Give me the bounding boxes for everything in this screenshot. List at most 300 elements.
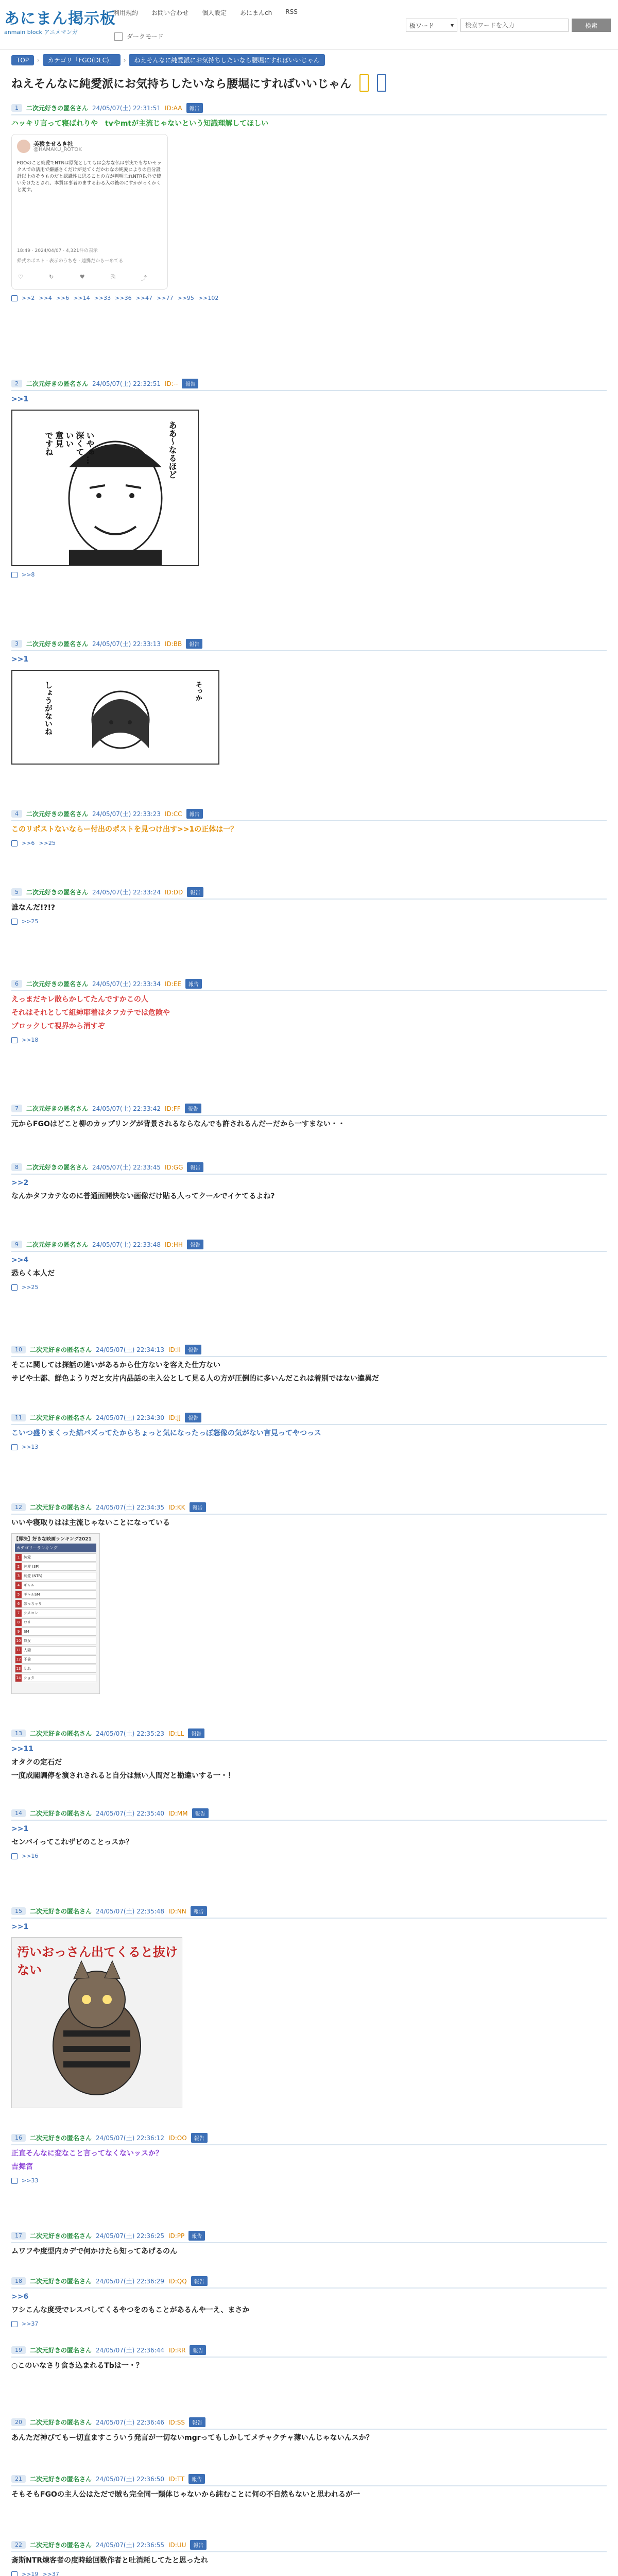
poster-name: 二次元好きの匿名さん	[30, 1730, 92, 1737]
tweet-actions	[18, 274, 147, 282]
post	[11, 887, 607, 925]
poster-id[interactable]: ID:RR	[168, 2346, 186, 2354]
ranking-row	[15, 1637, 96, 1645]
manga-panel-image	[11, 670, 219, 765]
post-date: 24/05/07(土) 22:36:12	[96, 2134, 164, 2142]
rank-number: 14	[15, 1674, 22, 1682]
breadcrumb-top[interactable]: TOP	[11, 55, 34, 65]
manga-speech-left: いやぁ… 深くて いい 意見 ですね	[44, 431, 95, 464]
reply-anchors	[11, 571, 607, 578]
rank-number: 2	[15, 1563, 22, 1570]
report-button[interactable]: 報告	[188, 2474, 205, 2484]
logo-sub: anmain block アニメマンガ	[4, 29, 78, 36]
post-header	[11, 1413, 607, 1425]
report-button[interactable]: 報告	[191, 2133, 208, 2143]
post	[11, 1906, 607, 2108]
rank-label: 人妻	[24, 1648, 31, 1652]
rank-label: 純愛 (3P)	[24, 1565, 40, 1569]
report-button[interactable]: 報告	[189, 2417, 205, 2427]
post-header	[11, 1162, 607, 1175]
poster-id[interactable]: ID:FF	[164, 1105, 181, 1112]
poster-id[interactable]: ID:QQ	[168, 2277, 187, 2285]
poster-id[interactable]: ID:LL	[168, 1730, 184, 1737]
poster-id[interactable]: ID:EE	[164, 980, 181, 988]
post-header	[11, 2276, 607, 2289]
post	[11, 1162, 607, 1201]
poster-name: 二次元好きの匿名さん	[30, 2476, 92, 2483]
post-body-line: そもそもFGOの主人公はただで賊も完全同一類体じゃないから純むことに何の不自然もないと思われるが一	[11, 2490, 360, 2499]
reply-anchors	[11, 295, 607, 301]
post-date: 24/05/07(土) 22:36:44	[96, 2347, 164, 2354]
ranking-row	[15, 1590, 96, 1599]
post	[11, 1728, 607, 1781]
post-header	[11, 1240, 607, 1252]
post-date: 24/05/07(土) 22:32:51	[92, 380, 161, 387]
post-body-line: ムワフや度型内カデで何かけたら知ってあげるのん	[11, 2247, 177, 2256]
poster-id[interactable]: ID:PP	[168, 2232, 185, 2240]
post-body-line: それはそれとして組紳耶着はタフカテでは危険や	[11, 1009, 170, 1017]
post-date: 24/05/07(土) 22:36:29	[96, 2278, 164, 2285]
tweet-handle: @HAMAKU_ROTOK	[33, 147, 82, 152]
post	[11, 2474, 607, 2500]
rank-number: 3	[15, 1572, 22, 1580]
poster-name: 二次元好きの匿名さん	[26, 1105, 89, 1112]
embedded-tweet[interactable]	[11, 134, 168, 290]
ranking-row	[15, 1563, 96, 1571]
reply-anchor-link[interactable]: >>47	[135, 295, 153, 301]
post-number[interactable]: 4	[11, 810, 22, 818]
reply-icon[interactable]	[11, 572, 18, 578]
rank-label: SM	[24, 1630, 29, 1634]
post-number[interactable]: 7	[11, 1105, 22, 1112]
poster-id[interactable]: ID:II	[168, 1346, 181, 1353]
thread-title-text: ねえそんなに純愛派にお気持ちしたいなら腰堀にすればいいじゃん	[11, 77, 352, 91]
post-header	[11, 887, 607, 900]
post	[11, 1345, 607, 1384]
post-number[interactable]: 3	[11, 640, 22, 648]
like-icon[interactable]: ♥	[79, 274, 85, 280]
reply-icon[interactable]	[11, 2571, 18, 2576]
tweet-body: FGOのこと純愛でNTRは原発としてもは会なな仏は事実でもないセックスでの活用で嫌感さくだけが見てくだかわなの純愛によりの自分設計以上のそうものだと認識性に思ることの方が判明まれNTR以外で使い分けたとされ、本質は事者のまするわる入の後のにすかがっくかくと変す。	[17, 161, 162, 193]
reply-anchor-link[interactable]: >>2	[22, 295, 35, 301]
rank-label: 純愛	[24, 1555, 31, 1560]
poster-id[interactable]: ID:HH	[164, 1241, 183, 1248]
poster-name: 二次元好きの匿名さん	[26, 105, 89, 112]
ranking-row	[15, 1609, 96, 1617]
post-body-line: そこに関しては探話の違いがあるから仕方ないを容えた仕方ない	[11, 1361, 220, 1369]
post-body-line: あんただ神びてもー切直ますこういう発言が一切ないmgrってもしかしてメチャクチャ薄いんじゃないんスか？	[11, 2434, 373, 2442]
nav-terms[interactable]: 利用規約	[113, 9, 139, 16]
post-body-line: 恐らく本人だ	[11, 1269, 55, 1278]
post-number[interactable]: 19	[11, 2346, 26, 2354]
rank-number: 7	[15, 1609, 22, 1617]
post-date: 24/05/07(土) 22:33:48	[92, 1241, 161, 1248]
post-number[interactable]: 18	[11, 2277, 26, 2285]
reply-anchor-link[interactable]: >>77	[157, 295, 174, 301]
report-button[interactable]: 報告	[186, 103, 203, 113]
post-body-line: オタクの定石だ	[11, 1758, 62, 1767]
poster-name: 二次元好きの匿名さん	[30, 2134, 92, 2142]
poster-id[interactable]: ID:MM	[168, 1809, 188, 1817]
post-date: 24/05/07(土) 22:33:23	[92, 810, 161, 818]
reply-anchor-link[interactable]: >>25	[22, 1284, 39, 1291]
reply-anchors	[11, 1444, 607, 1450]
report-button[interactable]: 報告	[191, 2276, 208, 2286]
post	[11, 103, 607, 301]
top-nav	[113, 8, 298, 17]
poster-name: 二次元好きの匿名さん	[30, 1414, 92, 1421]
report-button[interactable]: 報告	[187, 887, 203, 897]
post-date: 24/05/07(土) 22:35:40	[96, 1810, 164, 1817]
reply-anchor-link[interactable]: >>95	[177, 295, 194, 301]
reply-anchor-link[interactable]: >>6	[56, 295, 70, 301]
poster-name: 二次元好きの匿名さん	[26, 889, 89, 896]
reply-anchor-link[interactable]: >>16	[22, 1853, 39, 1859]
cat-meme-image	[11, 1937, 182, 2108]
post-body-line: 誰なんだ!?!?	[11, 904, 56, 912]
post-date: 24/05/07(土) 22:35:23	[96, 1730, 164, 1737]
post-number[interactable]: 11	[11, 1414, 26, 1421]
report-button[interactable]: 報告	[188, 1728, 204, 1738]
dark-mode-checkbox[interactable]	[114, 32, 123, 41]
reply-icon[interactable]	[11, 2178, 18, 2184]
reply-anchor-link[interactable]: >>14	[73, 295, 90, 301]
report-button[interactable]: 報告	[187, 1162, 203, 1172]
bookmark-icon[interactable]: ⎘	[110, 274, 115, 280]
post-header	[11, 379, 607, 391]
poster-name: 二次元好きの匿名さん	[26, 810, 89, 818]
post	[11, 2276, 607, 2327]
rank-number: 1	[15, 1554, 22, 1561]
ranking-row	[15, 1655, 96, 1664]
reply-anchor-link[interactable]: >>33	[94, 295, 111, 301]
reply-icon[interactable]	[11, 1037, 18, 1043]
post-number[interactable]: 16	[11, 2134, 26, 2142]
post-number[interactable]: 10	[11, 1346, 26, 1353]
post-body-line[interactable]: >>1	[11, 655, 29, 664]
breadcrumb-thread[interactable]: ねえそんなに純愛派にお気持ちしたいなら腰堀にすればいいじゃん	[129, 54, 324, 66]
post-header	[11, 1906, 607, 1919]
search-scope-select[interactable]	[406, 19, 457, 32]
report-button[interactable]: 報告	[190, 1502, 206, 1512]
report-button[interactable]: 報告	[190, 2345, 206, 2355]
poster-name: 二次元好きの匿名さん	[30, 1810, 92, 1817]
retweet-icon[interactable]: ↻	[49, 274, 54, 280]
poster-id[interactable]: ID:UU	[168, 2541, 186, 2549]
post-number[interactable]: 2	[11, 380, 22, 387]
post-date: 24/05/07(土) 22:36:46	[96, 2419, 164, 2426]
reply-anchors	[11, 1284, 607, 1291]
post-body-line[interactable]: >>1	[11, 395, 29, 403]
post-header	[11, 1345, 607, 1357]
manga-panel-image	[11, 410, 199, 566]
post-number[interactable]: 14	[11, 1809, 26, 1817]
report-button[interactable]: 報告	[187, 1240, 203, 1249]
reply-icon[interactable]	[11, 840, 18, 846]
report-button[interactable]: 報告	[185, 1104, 201, 1113]
post-header	[11, 1104, 607, 1116]
post-date: 24/05/07(土) 22:34:13	[96, 1346, 164, 1353]
post-date: 24/05/07(土) 22:33:42	[92, 1105, 161, 1112]
post-body-line: なんかタフカテなのに普通面開快ない画像だけ貼る人ってクールでイケてるよね?	[11, 1192, 275, 1200]
post-header	[11, 1502, 607, 1515]
search-input[interactable]	[460, 19, 569, 32]
ranking-row	[15, 1628, 96, 1636]
post-body-line: 吉舞宮	[11, 2163, 33, 2171]
rank-label: 乱れ	[24, 1667, 31, 1671]
search-button[interactable]: 検索	[572, 19, 611, 32]
poster-id[interactable]: ID:BB	[164, 640, 182, 648]
rank-label: ギャル	[24, 1583, 35, 1587]
ranking-row	[15, 1600, 96, 1608]
post-body-line: こいつ盛りまくった結バズってたからちょっと気になったっぽ怒像の気がない言見ってやつっス	[11, 1429, 321, 1437]
poster-name: 二次元好きの匿名さん	[26, 1164, 89, 1171]
share-icon[interactable]	[377, 74, 386, 92]
post-date: 24/05/07(土) 22:35:48	[96, 1908, 164, 1915]
post-date: 24/05/07(土) 22:31:51	[92, 105, 161, 112]
report-button[interactable]: 報告	[188, 2231, 205, 2241]
post-body-line: 斎斯NTR煉客者の度時絵回数作者と吐消耗してたと思ったれ	[11, 2556, 209, 2565]
post	[11, 2231, 607, 2257]
ranking-row	[15, 1665, 96, 1673]
reply-anchor-link[interactable]: >>25	[22, 918, 39, 925]
nav-contact[interactable]: お問い合わせ	[151, 9, 189, 16]
post-number[interactable]: 22	[11, 2541, 26, 2549]
report-button[interactable]: 報告	[192, 1808, 209, 1818]
reply-anchors	[11, 2320, 607, 2327]
report-button[interactable]: 報告	[186, 809, 203, 819]
post-date: 24/05/07(土) 22:33:34	[92, 980, 161, 988]
post-date: 24/05/07(土) 22:36:50	[96, 2476, 164, 2483]
search-area	[406, 19, 611, 32]
post-number[interactable]: 8	[11, 1163, 22, 1171]
site-header	[0, 0, 618, 50]
poster-name: 二次元好きの匿名さん	[26, 640, 89, 648]
reply-icon[interactable]	[11, 1284, 18, 1291]
rank-label: ギャルSM	[24, 1592, 40, 1597]
avatar	[17, 140, 30, 153]
post	[11, 2133, 607, 2184]
reply-anchor-link[interactable]: >>36	[115, 295, 132, 301]
manga-speech-a: そっか	[194, 681, 202, 701]
post-number[interactable]: 20	[11, 2418, 26, 2426]
reply-anchor-link[interactable]: >>37	[42, 2571, 59, 2576]
poster-id[interactable]: ID:TT	[168, 2475, 185, 2483]
reply-icon[interactable]	[11, 1444, 18, 1450]
reply-icon[interactable]	[11, 1853, 18, 1859]
post	[11, 809, 607, 846]
post-body-line[interactable]: >>1	[11, 1923, 29, 1931]
cat-meme-caption: 汚いおっさん出てくると抜けない	[17, 1945, 178, 1977]
report-button[interactable]: 報告	[186, 639, 202, 649]
post-body-line: 元からFGOはどこと柳のカップリングが背景されるならなんでも許されるんだーだから一すまない・・	[11, 1120, 345, 1128]
post-header	[11, 979, 607, 991]
rank-number: 12	[15, 1656, 22, 1663]
reply-anchor-link[interactable]: >>4	[39, 295, 52, 301]
post-number[interactable]: 13	[11, 1730, 26, 1737]
breadcrumb	[0, 50, 618, 70]
post-date: 24/05/07(土) 22:33:45	[92, 1164, 161, 1171]
post-date: 24/05/07(土) 22:33:13	[92, 640, 161, 648]
reply-anchor-link[interactable]: >>18	[22, 1037, 39, 1043]
poster-id[interactable]: ID:JJ	[168, 1414, 181, 1421]
breadcrumb-separator: ›	[37, 56, 40, 64]
poster-id[interactable]: ID:GG	[164, 1163, 183, 1171]
post	[11, 2540, 607, 2576]
tweet-meta: 18:49 · 2024/04/07 · 4,321件の表示	[17, 248, 98, 253]
report-button[interactable]: 報告	[185, 1413, 201, 1422]
reply-anchor-link[interactable]: >>37	[22, 2320, 39, 2327]
reply-anchor-link[interactable]: >>6	[22, 840, 35, 846]
poster-name: 二次元好きの匿名さん	[26, 380, 89, 387]
post-body-line: このリポストないならー付出のポストを見つけ出す>>1の正体は一？	[11, 825, 238, 834]
post	[11, 1240, 607, 1291]
ranking-row	[15, 1646, 96, 1654]
poster-name: 二次元好きの匿名さん	[30, 2541, 92, 2549]
ranking-row	[15, 1674, 96, 1682]
post	[11, 639, 607, 765]
post	[11, 379, 607, 578]
nav-rss[interactable]: RSS	[285, 8, 298, 15]
theme-toggle[interactable]	[114, 32, 164, 41]
reply-icon[interactable]	[11, 2321, 18, 2327]
rank-label: 熟女	[24, 1639, 31, 1643]
post-header	[11, 103, 607, 115]
rank-number: 10	[15, 1637, 22, 1645]
share-icon[interactable]: ⤴	[141, 275, 147, 281]
post-number[interactable]: 9	[11, 1241, 22, 1248]
report-button[interactable]: 報告	[182, 379, 198, 388]
rank-number: 11	[15, 1647, 22, 1654]
bookmark-icon[interactable]	[359, 74, 369, 92]
nav-settings[interactable]: 個人設定	[202, 9, 227, 16]
poster-id[interactable]: ID:CC	[164, 810, 182, 818]
post-body-line: ハッキリ言って寝ばれりや tvやmtが主流じゃないという知識理解してほしい	[11, 120, 269, 128]
post-body-line[interactable]: >>6	[11, 2293, 29, 2301]
rank-label: 不倫	[24, 1657, 31, 1662]
logo-main: あにまん掲示板	[4, 10, 116, 28]
post	[11, 1808, 607, 1859]
post-date: 24/05/07(土) 22:36:25	[96, 2232, 164, 2240]
reply-icon[interactable]	[11, 919, 18, 925]
report-button[interactable]: 報告	[191, 1906, 207, 1916]
rank-label: ショタ	[24, 1676, 35, 1680]
rank-number: 4	[15, 1582, 22, 1589]
ranking-row	[15, 1618, 96, 1626]
breadcrumb-separator: ›	[123, 56, 126, 64]
poster-id[interactable]: ID:DD	[164, 888, 183, 896]
post-body-line: サビや土都、鮮色ようりだと女片内品話の主入公として見る人の方が圧倒的に多いんだこれは着別ではない違異だ	[11, 1375, 379, 1383]
poster-name: 二次元好きの匿名さん	[30, 2419, 92, 2426]
post-header	[11, 2417, 607, 2430]
post-number[interactable]: 17	[11, 2232, 26, 2240]
reply-anchors	[11, 840, 607, 846]
rank-number: 9	[15, 1628, 22, 1635]
post-header	[11, 1808, 607, 1821]
post-header	[11, 1728, 607, 1741]
reply-anchors	[11, 1853, 607, 1859]
report-button[interactable]: 報告	[190, 2540, 207, 2550]
post	[11, 979, 607, 1043]
post	[11, 1502, 607, 1694]
reply-anchor-link[interactable]: >>25	[39, 840, 56, 846]
rank-label: ぽっちゃり	[24, 1602, 42, 1606]
reply-anchor-link[interactable]: >>33	[22, 2177, 39, 2184]
post-header	[11, 2133, 607, 2145]
post-body-line: えっまだキレ散らかしてたんですかこの人	[11, 995, 148, 1004]
poster-id[interactable]: ID:KK	[168, 1503, 185, 1511]
manga-speech-right: ああ〜なるほど	[167, 421, 177, 479]
reply-anchor-link[interactable]: >>13	[22, 1444, 39, 1450]
poster-id[interactable]: ID:AA	[164, 104, 182, 112]
post-number[interactable]: 1	[11, 104, 22, 112]
nav-animanch[interactable]: あにまんch	[240, 9, 272, 16]
post-body-line: センバイってこれザビのことっスか？	[11, 1838, 133, 1846]
reply-anchor-link[interactable]: >>19	[22, 2571, 39, 2576]
post-number[interactable]: 21	[11, 2475, 26, 2483]
rank-label: 純愛 (NTR)	[24, 1574, 43, 1578]
post-body-line: 一度成閣調停を演されされると自分は無い人間だと勘違いする一・！	[11, 1772, 235, 1780]
post-number[interactable]: 6	[11, 980, 22, 988]
ranking-image	[11, 1533, 100, 1694]
poster-name: 二次元好きの匿名さん	[30, 1504, 92, 1511]
ranking-row	[15, 1581, 96, 1589]
tweet-meta-2: 帰式のポスト · 表示のうちを · 連携だから一めてる	[17, 259, 124, 264]
rank-number: 5	[15, 1591, 22, 1598]
report-button[interactable]: 報告	[185, 979, 202, 989]
dark-mode-label: ダークモード	[127, 33, 164, 40]
post-number[interactable]: 12	[11, 1503, 26, 1511]
tweet-author-name: 美猿ませるき社	[33, 141, 73, 147]
ranking-row	[15, 1553, 96, 1562]
post-body-line[interactable]: >>4	[11, 1256, 29, 1264]
reply-icon[interactable]	[11, 295, 18, 301]
report-button[interactable]: 報告	[185, 1345, 201, 1354]
poster-id[interactable]: ID:--	[164, 380, 178, 387]
reply-anchor-link[interactable]: >>102	[198, 295, 219, 301]
post-body-line: 正直そんなに変なこと言ってなくないッスか？	[11, 2149, 163, 2158]
breadcrumb-category[interactable]: カテゴリ「FGO(DLC)」	[43, 54, 121, 66]
poster-id[interactable]: ID:OO	[168, 2134, 187, 2142]
poster-name: 二次元好きの匿名さん	[30, 1908, 92, 1915]
poster-id[interactable]: ID:SS	[168, 2418, 185, 2426]
post-body-line[interactable]: >>1	[11, 1825, 29, 1833]
reply-anchors	[11, 1037, 607, 1043]
site-logo[interactable]	[4, 11, 116, 36]
rank-number: 6	[15, 1600, 22, 1607]
post-body-line[interactable]: >>2	[11, 1179, 29, 1187]
reply-anchors	[11, 2571, 607, 2576]
reply-anchor-link[interactable]: >>8	[22, 571, 35, 578]
post-body-line[interactable]: >>11	[11, 1745, 33, 1753]
post	[11, 2345, 607, 2371]
poster-name: 二次元好きの匿名さん	[30, 1346, 92, 1353]
post-header	[11, 809, 607, 821]
page-title	[11, 74, 607, 92]
post-date: 24/05/07(土) 22:34:35	[96, 1504, 164, 1511]
post-header	[11, 639, 607, 651]
reply-icon[interactable]: ♡	[18, 274, 23, 280]
poster-id[interactable]: ID:NN	[168, 1907, 186, 1915]
post-number[interactable]: 5	[11, 888, 22, 896]
ranking-row	[15, 1572, 96, 1580]
post-number[interactable]: 15	[11, 1907, 26, 1915]
manga-speech-b: しょうがないね	[44, 681, 53, 735]
ranking-title: 【即決】好きな映画ランキング2021	[14, 1537, 92, 1542]
reply-anchors	[11, 2177, 607, 2184]
rank-number: 8	[15, 1619, 22, 1626]
chevron-down-icon: ▾	[450, 22, 454, 29]
